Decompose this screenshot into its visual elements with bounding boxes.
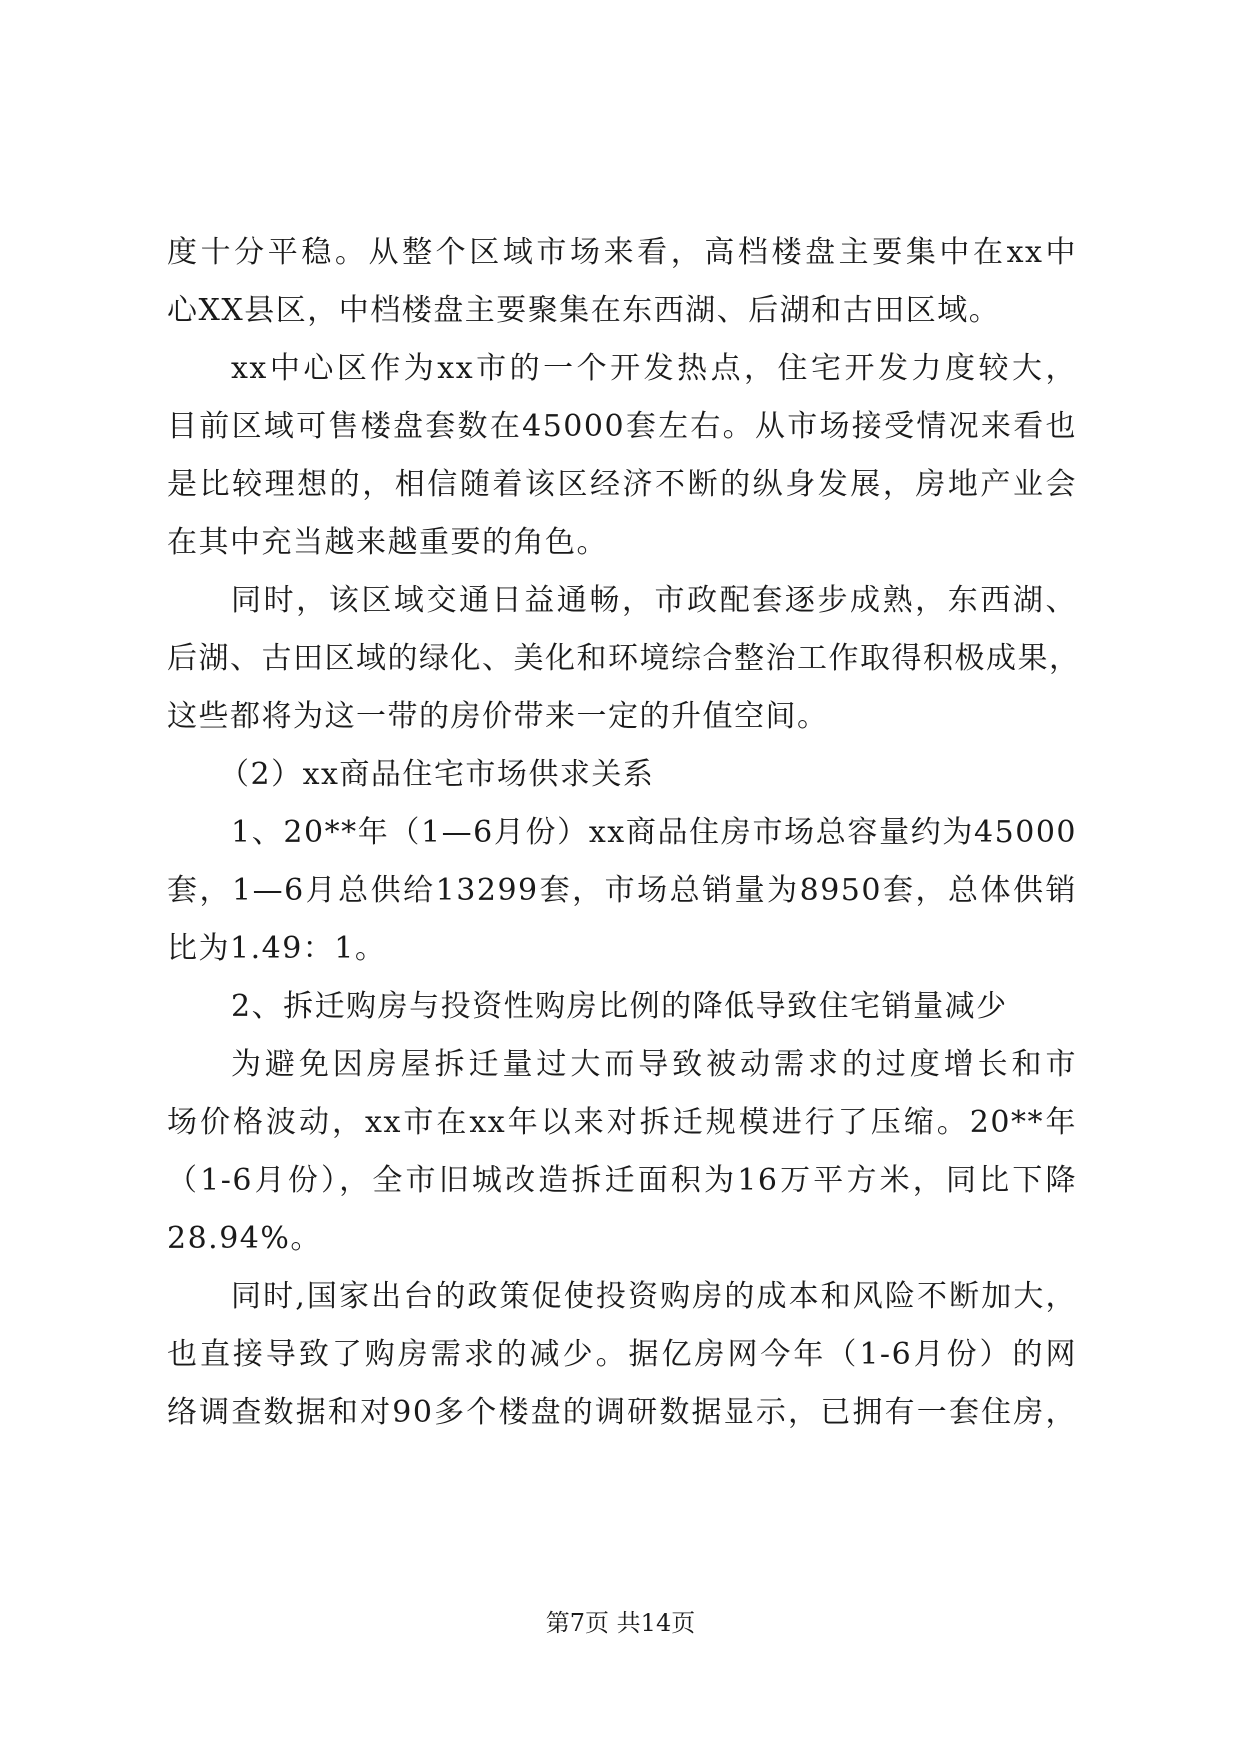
text-line: 为避免因房屋拆迁量过大而导致被动需求的过度增长和市 (231, 1047, 1077, 1082)
text-line: 这些都将为这一带的房价带来一定的升值空间。 (167, 699, 829, 734)
text-line: 同时,国家出台的政策促使投资购房的成本和风险不断加大， (231, 1279, 1077, 1314)
page-number-footer: 第7页 共14页 (545, 1609, 696, 1637)
text-line: 也直接导致了购房需求的减少。据亿房网今年（1-6月份）的网 (167, 1337, 1077, 1372)
text-line: 后湖、古田区域的绿化、美化和环境综合整治工作取得积极成果， (167, 641, 1081, 676)
document-body (167, 224, 1081, 1442)
text-line: 2、拆迁购房与投资性购房比例的降低导致住宅销量减少 (231, 989, 1008, 1024)
text-line: 套，1—6月总供给13299套，市场总销量为8950套，总体供销 (167, 873, 1077, 908)
text-line: 场价格波动，xx市在xx年以来对拆迁规模进行了压缩。20**年 (167, 1105, 1077, 1140)
text-line: （1-6月份），全市旧城改造拆迁面积为16万平方米，同比下降 (167, 1163, 1077, 1198)
text-line: 比为1.49：1。 (167, 931, 387, 966)
text-line: 同时，该区域交通日益通畅，市政配套逐步成熟，东西湖、 (231, 583, 1077, 618)
text-line: 度十分平稳。从整个区域市场来看，高档楼盘主要集中在xx中 (167, 235, 1077, 270)
section-heading: （2）xx商品住宅市场供求关系 (219, 757, 655, 792)
text-line: 络调查数据和对90多个楼盘的调研数据显示，已拥有一套住房， (167, 1395, 1077, 1430)
text-line: 在其中充当越来越重要的角色。 (167, 525, 608, 560)
text-line: 28.94%。 (167, 1221, 322, 1256)
text-line: 1、20**年（1—6月份）xx商品住房市场总容量约为45000 (231, 815, 1077, 850)
text-line: 心XX县区，中档楼盘主要聚集在东西湖、后湖和古田区域。 (167, 293, 1001, 328)
text-line: xx中心区作为xx市的一个开发热点，住宅开发力度较大， (231, 351, 1077, 386)
text-line: 目前区域可售楼盘套数在45000套左右。从市场接受情况来看也 (167, 409, 1077, 444)
text-line: 是比较理想的，相信随着该区经济不断的纵身发展，房地产业会 (167, 467, 1077, 502)
